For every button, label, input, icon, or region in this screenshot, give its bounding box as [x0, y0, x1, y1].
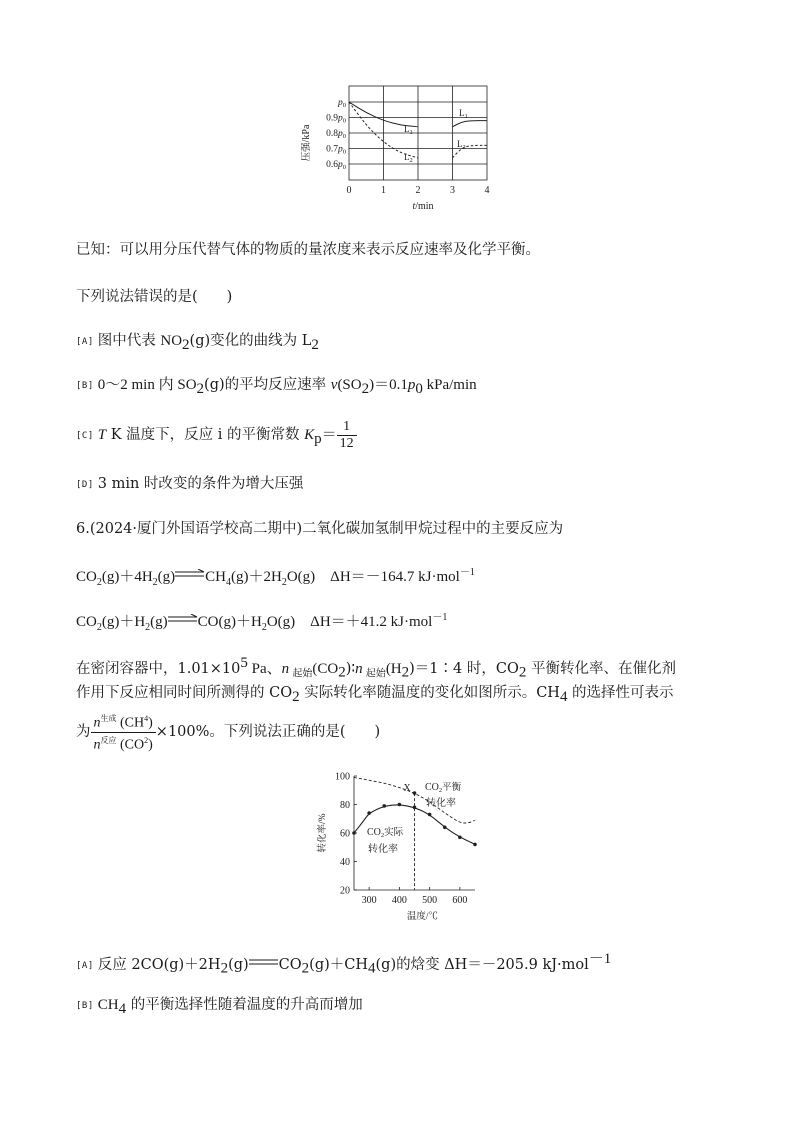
option-tag: [A] — [76, 960, 94, 971]
text: (g) — [157, 569, 176, 585]
text: (CH — [120, 715, 145, 731]
text: ×100%。下列说法正确的是( ) — [155, 724, 381, 741]
text: )＝1∶4 时，CO — [409, 660, 519, 677]
option-c1[interactable] — [76, 415, 357, 459]
text: 的选择性可表示 — [567, 685, 674, 701]
chart1-labels — [301, 98, 490, 212]
text: p — [407, 377, 416, 393]
text: (SO — [337, 377, 362, 393]
text: NO — [160, 333, 183, 349]
text: 生成 — [100, 714, 117, 723]
text: CO — [76, 614, 97, 630]
text: (g)变化的曲线为 L — [189, 333, 312, 349]
text: 2 — [96, 622, 102, 633]
text: 2 — [145, 622, 151, 633]
text: 在密闭容器中，1.01×10 — [76, 660, 241, 677]
text: 0 — [415, 380, 423, 397]
text: kPa/min — [422, 377, 477, 393]
text: p — [314, 430, 322, 447]
text: )＝0.1 — [369, 377, 408, 393]
text: 2 — [152, 577, 158, 588]
selectivity-fraction — [91, 711, 156, 753]
option-a1[interactable] — [76, 331, 319, 355]
series-label-L1: $L_1$ — [404, 124, 413, 136]
text: 起始 — [362, 668, 386, 680]
double-arrow-icon — [168, 614, 198, 624]
text: O(g) ΔH＝＋41.2 kJ·mol — [266, 614, 433, 630]
x-tick-label: 0 — [346, 185, 352, 196]
text: －1 — [459, 567, 475, 578]
question-1: 下列说法错误的是( ) — [76, 289, 233, 305]
text: 2 — [401, 664, 410, 681]
series-L1-part2 — [453, 121, 488, 127]
denominator — [91, 733, 156, 754]
option-tag: [B] — [76, 381, 94, 391]
option-tag: [D] — [76, 480, 94, 490]
text: ) — [148, 737, 153, 753]
x-tick-label: 3 — [450, 185, 455, 196]
y-tick-label: 20 — [340, 885, 350, 897]
text: 反应 2CO(g)＋2H — [97, 956, 221, 973]
text: K 温度下，反应 ⅰ 的平衡常数 — [106, 427, 305, 443]
text: 4 — [559, 688, 568, 705]
text: )∶ — [345, 660, 356, 677]
text: CH — [97, 997, 119, 1013]
actual-point — [352, 831, 356, 835]
y-tick-label: $p_0$ — [338, 98, 346, 109]
y-tick-label: 40 — [340, 857, 350, 868]
y-axis-label: 压强/kPa — [301, 124, 312, 162]
text: 4 — [144, 714, 149, 723]
double-arrow-icon — [175, 569, 205, 579]
reaction-2 — [76, 608, 447, 638]
numerator: 1 — [337, 419, 357, 436]
text: 2 — [220, 960, 229, 977]
y-axis-label: 转化率/% — [318, 813, 328, 853]
x-tick-label: 400 — [391, 895, 407, 906]
text: 2 — [196, 380, 205, 397]
text: －1 — [588, 951, 612, 967]
equals-sign-icon — [249, 957, 279, 967]
y-tick-label: $0.9p_0$ — [326, 113, 346, 125]
text: (g)＋CH — [309, 956, 368, 973]
text: (g)＋2H — [231, 569, 282, 585]
text: ) — [148, 715, 153, 731]
actual-point — [473, 843, 477, 847]
series-label-L2-right: $L_2$ — [457, 139, 466, 151]
reaction-1 — [76, 563, 475, 593]
text: (g)＋H — [101, 614, 146, 630]
label-actual-line2: 转化率 — [368, 844, 398, 855]
text: (CO — [312, 660, 339, 677]
option-b2[interactable] — [76, 995, 363, 1019]
text: K — [304, 427, 315, 443]
text: 5 — [240, 655, 248, 671]
y-tick-label: $0.7p_0$ — [326, 144, 346, 156]
text: 为 — [76, 724, 91, 741]
fraction — [337, 419, 357, 452]
text: n — [93, 715, 101, 731]
text: 2 — [311, 336, 319, 353]
actual-point — [367, 811, 371, 815]
text: 2 — [144, 735, 149, 745]
text: (g)的焓变 ΔH＝－205.9 kJ·mol — [375, 956, 589, 973]
option-tag: [B] — [76, 1001, 94, 1011]
text: 2 — [292, 688, 300, 705]
label-equilibrium-line1: $CO_2$平衡 — [425, 782, 462, 794]
text: 2 — [301, 960, 310, 977]
text: (g) — [228, 956, 249, 973]
paragraph-line-1 — [76, 653, 676, 685]
text: 2 — [361, 380, 370, 397]
text: (H — [385, 660, 402, 677]
actual-point — [413, 806, 417, 810]
chart1-grid — [349, 86, 487, 180]
x-axis-label: t/min — [412, 201, 434, 212]
y-tick-label: 60 — [340, 828, 350, 840]
text: 2 — [261, 622, 267, 633]
text: CO — [76, 569, 97, 585]
option-tag: [A] — [76, 337, 94, 347]
x-axis-label: 温度/℃ — [406, 912, 439, 922]
text: 4 — [368, 960, 376, 977]
text: 4 — [118, 1000, 127, 1017]
text: n — [93, 737, 101, 753]
text: 2 — [281, 577, 287, 588]
text: CO — [278, 956, 302, 973]
label-equilibrium-line2: 转化率 — [426, 798, 456, 809]
conversion-temperature-chart — [308, 764, 488, 924]
text: 2 — [96, 577, 102, 588]
paragraph-line-2 — [76, 683, 674, 707]
text: T — [97, 427, 107, 443]
question-6: 6.(2024·厦门外国语学校高二期中)二氧化碳加氢制甲烷过程中的主要反应为 — [76, 521, 564, 537]
text: CH — [205, 569, 227, 585]
text: 2 — [518, 664, 527, 681]
text: 4 — [226, 577, 232, 588]
text: O(g) ΔH＝－164.7 kJ·mol — [286, 569, 460, 585]
x-tick-label: 4 — [484, 185, 490, 196]
text: Pa、 — [247, 660, 282, 677]
point-x-label: X — [403, 783, 411, 795]
text: CO(g)＋H — [197, 614, 262, 630]
text: (g) — [150, 614, 168, 630]
actual-point — [443, 826, 447, 830]
denominator: 12 — [339, 435, 354, 451]
x-tick-label: 600 — [452, 895, 468, 906]
label-actual-line1: $CO_2$实际 — [367, 827, 404, 839]
actual-point — [398, 803, 402, 807]
series-label-L2: $L_2$ — [404, 152, 413, 164]
x-tick-label: 500 — [422, 895, 438, 906]
series-label-L1-right: $L_1$ — [459, 108, 468, 120]
known-statement: 已知：可以用分压代替气体的物质的量浓度来表示反应速率及化学平衡。 — [76, 242, 540, 258]
x-tick-label: 2 — [415, 185, 421, 196]
chart2-labels — [316, 772, 467, 923]
text: 反应 — [100, 735, 117, 745]
text: 3 min 时改变的条件为增大压强 — [97, 476, 304, 492]
option-d1[interactable] — [76, 474, 303, 495]
text: 实际转化率随温度的变化如图所示。CH — [299, 685, 560, 701]
text: (g)＋4H — [101, 569, 153, 585]
text: 图中代表 — [97, 333, 161, 349]
y-tick-label: 100 — [335, 771, 350, 783]
pressure-time-chart — [296, 84, 506, 219]
text: －1 — [432, 612, 448, 623]
text: 起始 — [289, 668, 313, 680]
text: n — [355, 660, 363, 677]
text: n — [281, 660, 290, 677]
text: ＝ — [321, 427, 337, 443]
numerator — [91, 711, 156, 733]
text: (CO — [120, 737, 145, 753]
y-tick-label: 80 — [340, 800, 350, 811]
text: 2 — [338, 664, 346, 681]
actual-point — [458, 835, 462, 839]
text: SO — [177, 377, 197, 393]
x-tick-label: 1 — [381, 185, 386, 196]
option-b1[interactable] — [76, 375, 477, 399]
text: 平衡转化率、在催化剂 — [526, 660, 676, 677]
text: v — [330, 377, 338, 393]
actual-point — [428, 813, 432, 817]
option-a2[interactable] — [76, 949, 611, 979]
point-x-marker — [413, 791, 417, 795]
text: (g)的平均反应速率 — [204, 377, 331, 393]
y-tick-label: $0.8p_0$ — [326, 129, 346, 140]
text: 0～2 min 内 — [97, 377, 178, 393]
text: 的平衡选择性随着温度的升高而增加 — [126, 997, 363, 1013]
paragraph-line-3 — [76, 711, 380, 753]
text: 作用下反应相同时间所测得的 CO — [76, 685, 293, 701]
y-tick-label: $0.6p_0$ — [326, 160, 346, 171]
actual-point — [382, 804, 386, 808]
x-tick-label: 300 — [361, 895, 377, 906]
option-tag: [C] — [76, 431, 94, 441]
text: 2 — [182, 336, 190, 353]
